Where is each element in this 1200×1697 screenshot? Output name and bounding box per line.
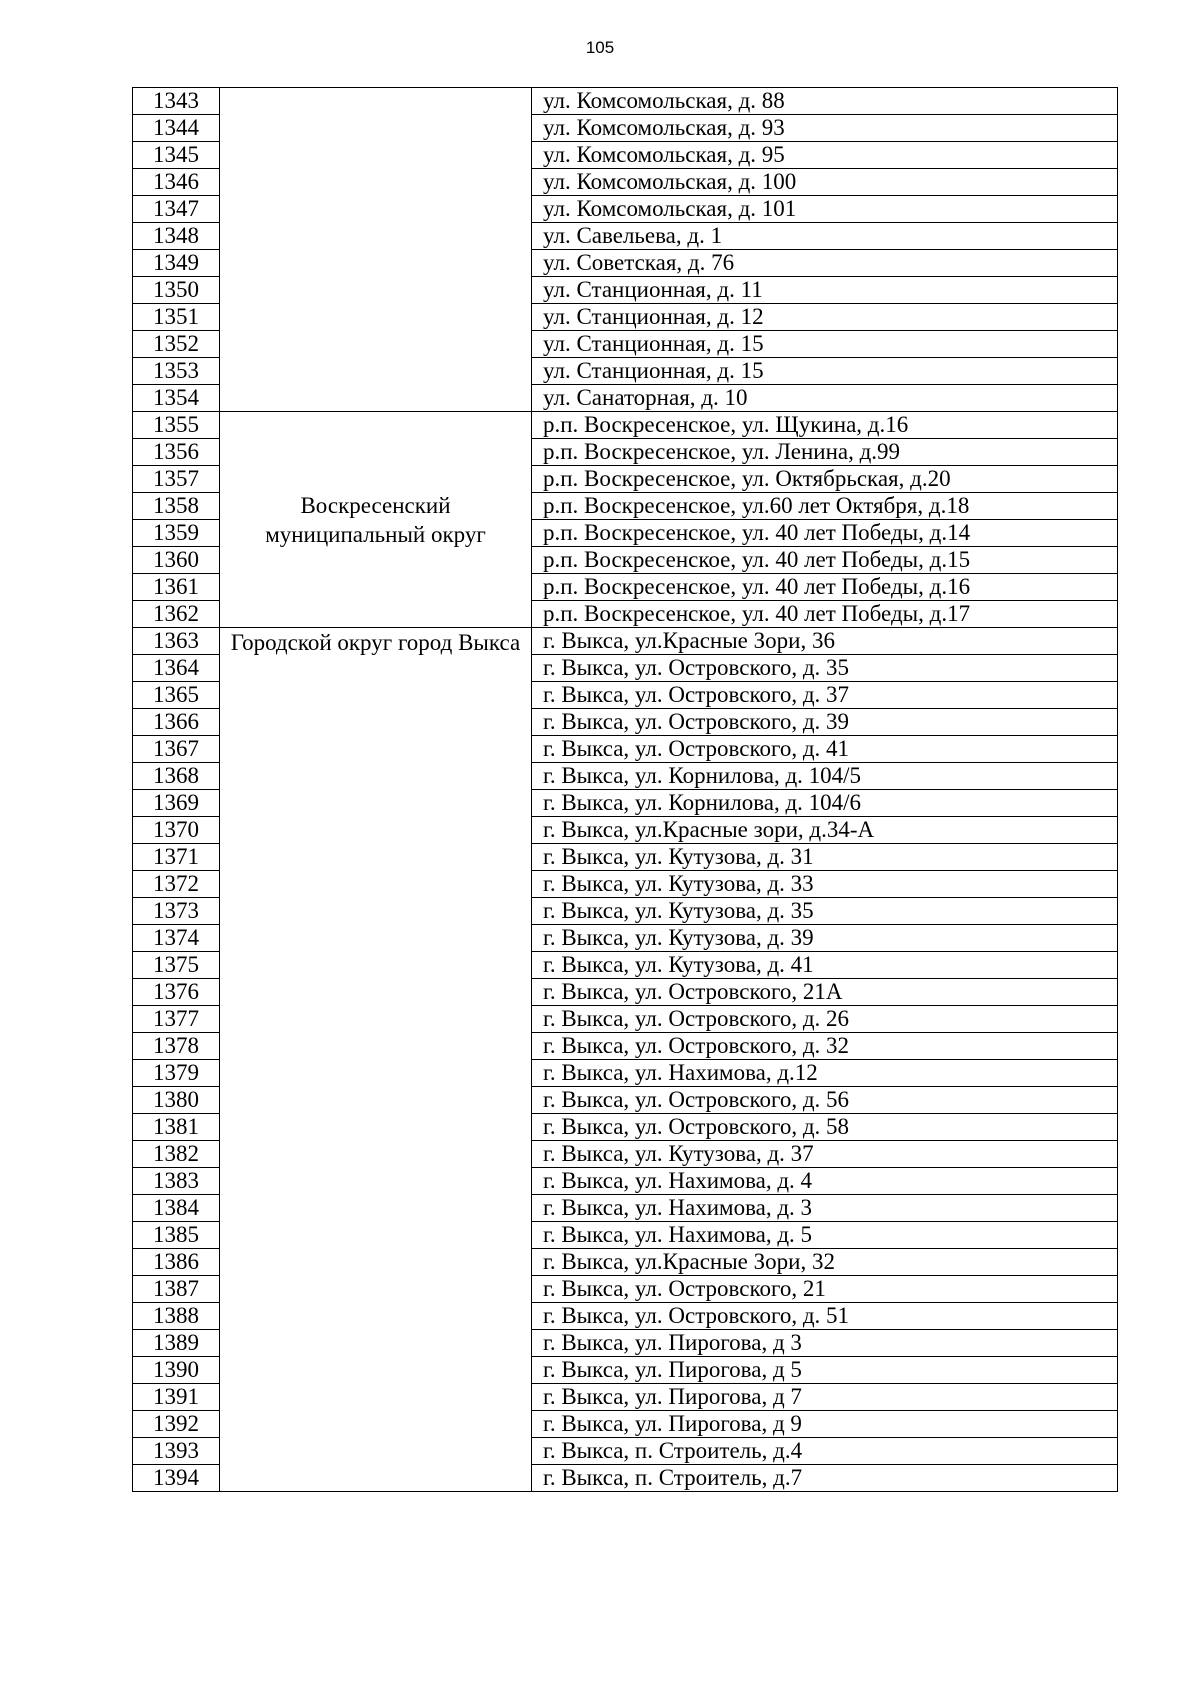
address-cell: г. Выкса, ул. Островского, д. 51 <box>532 1303 1118 1330</box>
row-number: 1373 <box>133 898 220 925</box>
address-cell: г. Выкса, ул. Кутузова, д. 33 <box>532 871 1118 898</box>
row-number: 1371 <box>133 844 220 871</box>
address-cell: ул. Станционная, д. 15 <box>532 331 1118 358</box>
row-number: 1374 <box>133 925 220 952</box>
row-number: 1345 <box>133 142 220 169</box>
row-number: 1377 <box>133 1006 220 1033</box>
address-cell: г. Выкса, ул. Островского, д. 39 <box>532 709 1118 736</box>
row-number: 1360 <box>133 547 220 574</box>
address-cell: г. Выкса, ул. Пирогова, д 3 <box>532 1330 1118 1357</box>
address-cell: ул. Комсомольская, д. 100 <box>532 169 1118 196</box>
page-number: 105 <box>585 38 615 57</box>
address-cell: р.п. Воскресенское, ул. Щукина, д.16 <box>532 412 1118 439</box>
address-cell: р.п. Воскресенское, ул.60 лет Октября, д.18 <box>532 493 1118 520</box>
address-cell: ул. Комсомольская, д. 93 <box>532 115 1118 142</box>
address-cell: р.п. Воскресенское, ул. 40 лет Победы, д.15 <box>532 547 1118 574</box>
address-table <box>132 87 1118 1492</box>
address-table-body <box>133 88 1118 1492</box>
address-cell: р.п. Воскресенское, ул. 40 лет Победы, д.14 <box>532 520 1118 547</box>
row-number: 1349 <box>133 250 220 277</box>
address-cell: р.п. Воскресенское, ул. Октябрьская, д.20 <box>532 466 1118 493</box>
address-cell: г. Выкса, п. Строитель, д.7 <box>532 1465 1118 1492</box>
row-number: 1386 <box>133 1249 220 1276</box>
row-number: 1347 <box>133 196 220 223</box>
row-number: 1354 <box>133 385 220 412</box>
row-number: 1387 <box>133 1276 220 1303</box>
address-cell: г. Выкса, ул.Красные Зори, 36 <box>532 628 1118 655</box>
address-cell: г. Выкса, ул. Пирогова, д 7 <box>532 1384 1118 1411</box>
row-number: 1362 <box>133 601 220 628</box>
table-row <box>133 88 1118 115</box>
district-cell: Городской округ город Выкса <box>220 628 532 1492</box>
row-number: 1393 <box>133 1438 220 1465</box>
row-number: 1382 <box>133 1141 220 1168</box>
row-number: 1353 <box>133 358 220 385</box>
address-cell: ул. Савельева, д. 1 <box>532 223 1118 250</box>
row-number: 1388 <box>133 1303 220 1330</box>
address-cell: г. Выкса, ул. Островского, д. 56 <box>532 1087 1118 1114</box>
row-number: 1381 <box>133 1114 220 1141</box>
row-number: 1369 <box>133 790 220 817</box>
address-cell: г. Выкса, ул. Островского, д. 37 <box>532 682 1118 709</box>
row-number: 1367 <box>133 736 220 763</box>
address-cell: г. Выкса, ул. Островского, д. 32 <box>532 1033 1118 1060</box>
address-cell: г. Выкса, ул. Островского, д. 58 <box>532 1114 1118 1141</box>
address-cell: ул. Санаторная, д. 10 <box>532 385 1118 412</box>
row-number: 1392 <box>133 1411 220 1438</box>
row-number: 1372 <box>133 871 220 898</box>
address-cell: г. Выкса, ул. Корнилова, д. 104/5 <box>532 763 1118 790</box>
row-number: 1389 <box>133 1330 220 1357</box>
address-cell: г. Выкса, п. Строитель, д.4 <box>532 1438 1118 1465</box>
row-number: 1385 <box>133 1222 220 1249</box>
row-number: 1346 <box>133 169 220 196</box>
row-number: 1380 <box>133 1087 220 1114</box>
row-number: 1351 <box>133 304 220 331</box>
address-cell: р.п. Воскресенское, ул. 40 лет Победы, д.16 <box>532 574 1118 601</box>
row-number: 1364 <box>133 655 220 682</box>
table-row <box>133 412 1118 439</box>
row-number: 1384 <box>133 1195 220 1222</box>
district-cell <box>220 88 532 412</box>
row-number: 1366 <box>133 709 220 736</box>
address-cell: ул. Комсомольская, д. 101 <box>532 196 1118 223</box>
address-cell: г. Выкса, ул. Кутузова, д. 37 <box>532 1141 1118 1168</box>
row-number: 1358 <box>133 493 220 520</box>
row-number: 1357 <box>133 466 220 493</box>
address-cell: г. Выкса, ул. Нахимова, д.12 <box>532 1060 1118 1087</box>
address-cell: г. Выкса, ул. Нахимова, д. 3 <box>532 1195 1118 1222</box>
row-number: 1363 <box>133 628 220 655</box>
address-cell: г. Выкса, ул. Островского, 21А <box>532 979 1118 1006</box>
row-number: 1376 <box>133 979 220 1006</box>
address-cell: г. Выкса, ул.Красные зори, д.34-А <box>532 817 1118 844</box>
address-cell: г. Выкса, ул. Пирогова, д 9 <box>532 1411 1118 1438</box>
address-cell: ул. Станционная, д. 11 <box>532 277 1118 304</box>
address-cell: ул. Советская, д. 76 <box>532 250 1118 277</box>
row-number: 1375 <box>133 952 220 979</box>
address-cell: ул. Станционная, д. 15 <box>532 358 1118 385</box>
address-cell: г. Выкса, ул. Островского, д. 41 <box>532 736 1118 763</box>
table-row <box>133 628 1118 655</box>
row-number: 1350 <box>133 277 220 304</box>
row-number: 1352 <box>133 331 220 358</box>
row-number: 1344 <box>133 115 220 142</box>
address-cell: г. Выкса, ул. Нахимова, д. 5 <box>532 1222 1118 1249</box>
row-number: 1361 <box>133 574 220 601</box>
address-cell: г. Выкса, ул.Красные Зори, 32 <box>532 1249 1118 1276</box>
row-number: 1370 <box>133 817 220 844</box>
address-cell: г. Выкса, ул. Нахимова, д. 4 <box>532 1168 1118 1195</box>
row-number: 1391 <box>133 1384 220 1411</box>
address-cell: г. Выкса, ул. Кутузова, д. 39 <box>532 925 1118 952</box>
address-cell: г. Выкса, ул. Островского, 21 <box>532 1276 1118 1303</box>
row-number: 1394 <box>133 1465 220 1492</box>
row-number: 1383 <box>133 1168 220 1195</box>
address-cell: ул. Станционная, д. 12 <box>532 304 1118 331</box>
address-cell: г. Выкса, ул. Кутузова, д. 35 <box>532 898 1118 925</box>
address-cell: г. Выкса, ул. Островского, д. 35 <box>532 655 1118 682</box>
address-cell: р.п. Воскресенское, ул. Ленина, д.99 <box>532 439 1118 466</box>
row-number: 1343 <box>133 88 220 115</box>
row-number: 1368 <box>133 763 220 790</box>
address-cell: г. Выкса, ул. Пирогова, д 5 <box>532 1357 1118 1384</box>
address-cell: г. Выкса, ул. Островского, д. 26 <box>532 1006 1118 1033</box>
address-cell: ул. Комсомольская, д. 95 <box>532 142 1118 169</box>
address-cell: г. Выкса, ул. Кутузова, д. 31 <box>532 844 1118 871</box>
address-cell: р.п. Воскресенское, ул. 40 лет Победы, д.17 <box>532 601 1118 628</box>
address-cell: ул. Комсомольская, д. 88 <box>532 88 1118 115</box>
row-number: 1365 <box>133 682 220 709</box>
row-number: 1378 <box>133 1033 220 1060</box>
row-number: 1359 <box>133 520 220 547</box>
row-number: 1355 <box>133 412 220 439</box>
row-number: 1348 <box>133 223 220 250</box>
address-cell: г. Выкса, ул. Кутузова, д. 41 <box>532 952 1118 979</box>
district-cell: Воскресенский муниципальный округ <box>220 412 532 628</box>
row-number: 1356 <box>133 439 220 466</box>
address-cell: г. Выкса, ул. Корнилова, д. 104/6 <box>532 790 1118 817</box>
row-number: 1379 <box>133 1060 220 1087</box>
row-number: 1390 <box>133 1357 220 1384</box>
